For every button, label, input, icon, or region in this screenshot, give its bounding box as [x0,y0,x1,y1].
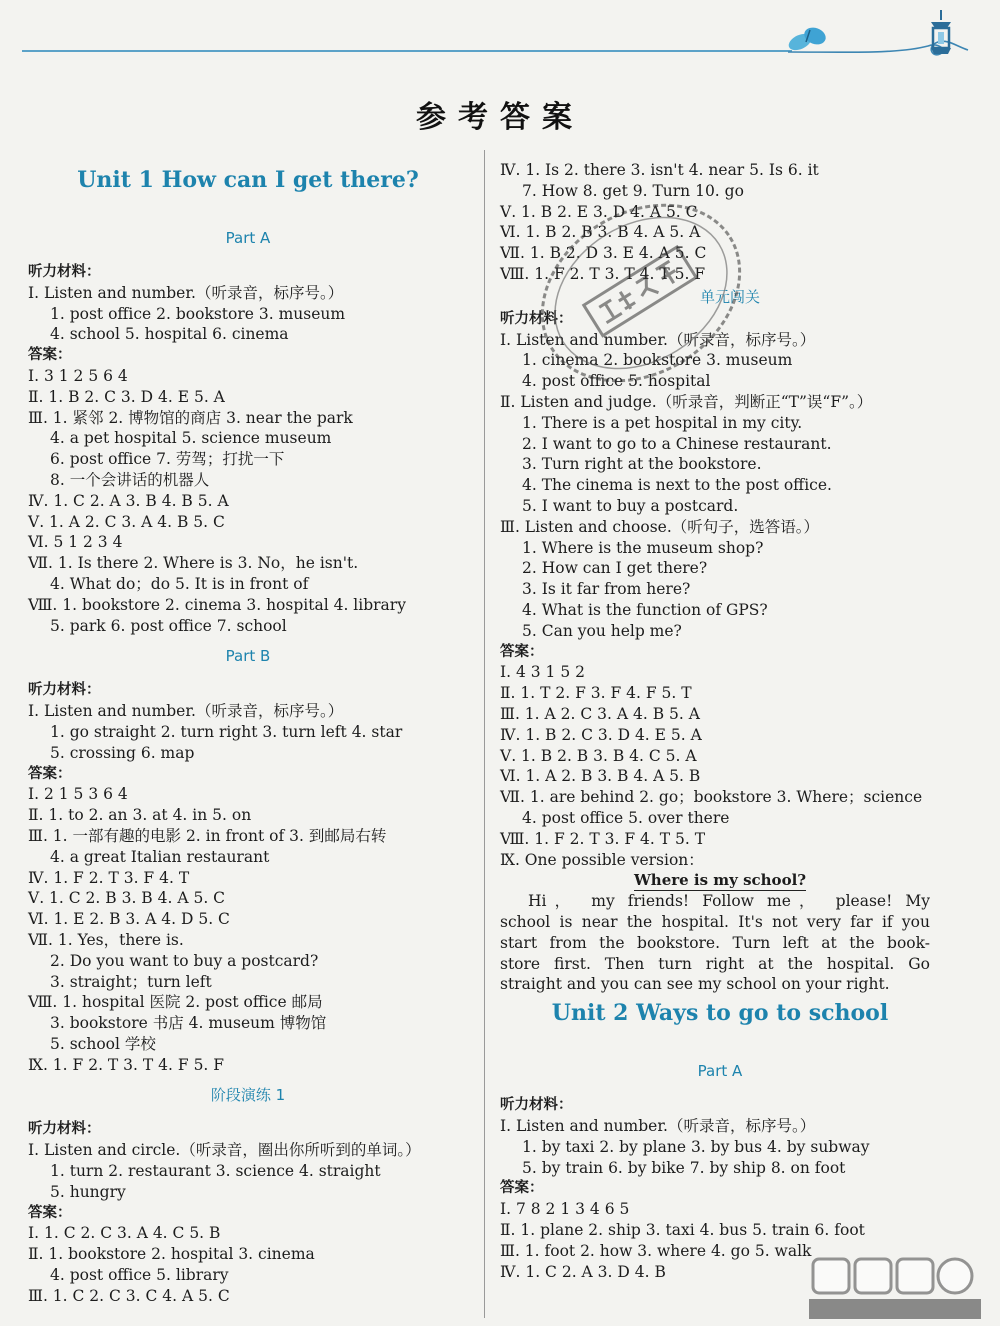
answer-line: Ⅷ. 1. hospital 医院 2. post office 邮局 [28,993,323,1012]
answer-line: Ⅳ. 1. B 2. C 3. D 4. E 5. A [500,725,702,744]
answer-line: 5. hungry [50,1182,126,1201]
answer-line: Ⅷ. 1. F 2. T 3. F 4. T 5. T [500,829,706,848]
answer-line: 5. by train 6. by bike 7. by ship 8. on foot [522,1158,846,1177]
answer-line: Ⅳ. 1. C 2. A 3. B 4. B 5. A [28,491,229,510]
answer-line: Ⅲ. 1. 紧邻 2. 博物馆的商店 3. near the park [28,408,353,427]
section-label: 答案： [500,1180,544,1197]
section-label: 答案： [28,765,72,782]
unit-heading: Unit 2 Ways to go to school [551,1000,889,1027]
answer-line: 5. school 学校 [50,1034,156,1053]
answer-line: 5. Can you help me? [522,621,682,640]
section-label: 答案： [500,643,544,660]
essay-line: straight and you can see my school on your right. [500,975,890,994]
answer-line: Ⅰ. Listen and number.（听录音，标序号。） [500,1117,816,1136]
answer-line: Ⅰ. 3 1 2 5 6 4 [28,366,128,385]
answer-line: 3. bookstore 书店 4. museum 博物馆 [50,1014,327,1033]
section-label: 听力材料： [28,1121,101,1138]
answer-line: Ⅲ. Listen and choose.（听句子，选答语。） [500,517,820,536]
section-heading: 阶段演练 1 [210,1086,286,1105]
essay-line: start from the bookstore. Turn left at the book- [500,933,930,952]
answer-line: Ⅵ. 1. E 2. B 3. A 4. D 5. C [28,910,230,929]
answer-line: Ⅰ. 4 3 1 5 2 [500,663,585,682]
answer-line: Ⅰ. 7 8 2 1 3 4 6 5 [500,1200,630,1219]
answer-line: 4. post office 5. library [50,1266,229,1285]
butterfly-icon [788,25,828,54]
unit-heading: Unit 1 How can I get there? [77,167,419,193]
answer-line: 2. I want to go to a Chinese restaurant. [522,434,832,453]
section-label: 听力材料： [500,310,573,327]
section-heading: Part B [225,647,271,666]
section-label: 答案： [28,347,72,364]
right-column [500,160,940,1282]
answer-line: Ⅷ. 1. F 2. T 3. T 4. T 5. F [500,264,706,283]
answer-line: 2. Do you want to buy a postcard? [50,951,319,970]
answer-line: 4. a pet hospital 5. science museum [50,429,332,448]
answer-line: Ⅴ. 1. A 2. C 3. A 4. B 5. C [28,512,225,531]
answer-line: Ⅴ. 1. B 2. B 3. B 4. C 5. A [500,746,697,765]
header-rule [22,50,792,52]
answer-line: 4. What is the function of GPS? [522,600,768,619]
answer-line: 1. There is a pet hospital in my city. [522,413,803,432]
answer-line: 1. by taxi 2. by plane 3. by bus 4. by subway [522,1137,870,1156]
answer-line: 1. turn 2. restaurant 3. science 4. straight [50,1162,381,1181]
section-label: 听力材料： [28,264,101,280]
answer-line: 3. straight；turn left [50,972,212,991]
answer-line: 8. 一个会讲话的机器人 [50,470,210,489]
answer-line: Ⅱ. 1. to 2. an 3. at 4. in 5. on [28,806,252,825]
answer-line: Ⅲ. 1. 一部有趣的电影 2. in front of 3. 到邮局右转 [28,826,387,845]
answer-line: Ⅳ. 1. C 2. A 3. D 4. B [500,1262,666,1281]
answer-line: Ⅳ. 1. F 2. T 3. F 4. T [28,868,190,887]
lantern-icon [931,10,951,54]
section-label: 答案： [28,1204,72,1221]
answer-line: 5. I want to buy a postcard. [522,496,739,515]
answer-line: 6. post office 7. 劳驾；打扰一下 [50,450,285,469]
answer-line: Ⅰ. Listen and number.（听录音，标序号。） [28,702,344,721]
answer-line: Ⅰ. Listen and number.（听录音，标序号。） [500,330,816,349]
answer-line: 4. a great Italian restaurant [50,847,270,866]
answer-line: Ⅰ. 2 1 5 3 6 4 [28,785,128,804]
answer-line: Ⅲ. 1. A 2. C 3. A 4. B 5. A [500,704,700,723]
answer-line: 5. park 6. post office 7. school [50,616,287,635]
answer-line: 1. Where is the museum shop? [522,538,764,557]
answer-line: Ⅱ. 1. T 2. F 3. F 4. F 5. T [500,684,692,703]
answer-line: Ⅷ. 1. bookstore 2. cinema 3. hospital 4. library [28,595,406,614]
answer-line: 7. How 8. get 9. Turn 10. go [522,181,744,200]
left-column [28,162,468,1307]
answer-line: 1. go straight 2. turn right 3. turn left 4. star [50,722,403,741]
answer-line: 3. Turn right at the bookstore. [522,455,762,474]
answer-line: Ⅶ. 1. Yes，there is. [28,930,184,949]
answer-line: Ⅸ. 1. F 2. T 3. T 4. F 5. F [28,1055,225,1074]
answer-line: Ⅴ. 1. B 2. E 3. D 4. A 5. C [500,202,698,221]
essay-line: store first. Then turn right at the hospital. Go [500,954,930,973]
column-divider [484,150,485,1318]
answer-line: Ⅵ. 1. B 2. B 3. B 4. A 5. A [500,223,701,242]
answer-line: Ⅳ. 1. Is 2. there 3. isn't 4. near 5. Is 6. it [500,161,819,179]
section-heading: Part A [697,1062,743,1081]
answer-line: 1. cinema 2. bookstore 3. museum [522,351,793,370]
answer-line: 3. Is it far from here? [522,580,691,599]
answer-line: Ⅰ. 1. C 2. C 3. A 4. C 5. B [28,1224,221,1243]
essay-line: Hi， my friends! Follow me， please! My [528,892,930,911]
answer-line: Ⅸ. One possible version： [500,850,704,869]
answer-line: Ⅱ. 1. B 2. C 3. D 4. E 5. A [28,387,225,406]
answer-line: Ⅴ. 1. C 2. B 3. B 4. A 5. C [28,889,226,908]
section-label: 听力材料： [28,682,101,699]
answer-line: Ⅰ. Listen and circle.（听录音，圈出你所听到的单词。） [28,1141,421,1160]
answer-line: 2. How can I get there? [522,559,708,578]
essay-title-text: Where is my school? [633,871,807,890]
answer-line: 4. school 5. hospital 6. cinema [50,325,289,344]
essay-line: school is near the hospital. It's not very far if you [500,913,930,932]
answer-line: Ⅶ. 1. are behind 2. go；bookstore 3. Where；science [500,788,923,807]
essay-title [500,870,940,891]
answer-line: Ⅰ. Listen and number.（听录音，标序号。） [28,283,344,302]
answer-line: 1. post office 2. bookstore 3. museum [50,304,346,323]
page-title: 参考答案 [416,100,584,135]
answer-line: 4. The cinema is next to the post office. [522,476,832,495]
answer-line: Ⅲ. 1. foot 2. how 3. where 4. go 5. walk [500,1241,812,1260]
answer-line: Ⅲ. 1. C 2. C 3. C 4. A 5. C [28,1286,230,1305]
answer-line: Ⅵ. 5 1 2 3 4 [28,533,123,552]
answer-line: Ⅶ. 1. B 2. D 3. E 4. A 5. C [500,244,707,263]
answer-line: Ⅵ. 1. A 2. B 3. B 4. A 5. B [500,767,701,786]
section-heading: Part A [225,229,271,247]
answer-line: Ⅶ. 1. Is there 2. Where is 3. No，he isn't. [28,554,359,573]
answer-line: Ⅱ. Listen and judge.（听录音，判断正“T”误“F”。） [500,392,873,411]
answer-line: Ⅱ. 1. bookstore 2. hospital 3. cinema [28,1245,315,1264]
answer-line: 5. crossing 6. map [50,743,195,762]
answer-line: Ⅱ. 1. plane 2. ship 3. taxi 4. bus 5. train 6. foot [500,1221,865,1240]
butterfly-lamp-decoration [788,6,988,78]
answer-line: 4. post office 5. hospital [522,372,711,391]
section-heading: 单元闯关 [699,287,760,306]
answer-line: 4. What do；do 5. It is in front of [50,574,309,593]
section-label: 听力材料： [500,1097,573,1114]
answer-line: 4. post office 5. over there [522,808,730,827]
